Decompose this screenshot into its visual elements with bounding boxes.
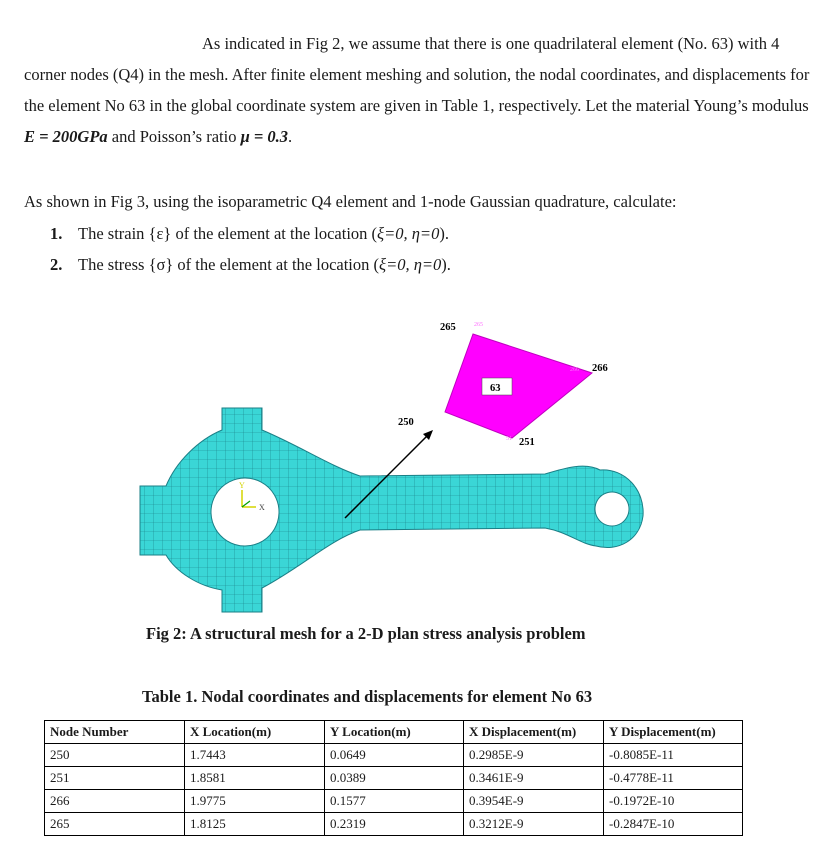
node-label-251: 251 xyxy=(519,437,535,448)
axis-y-label: Y xyxy=(239,481,245,490)
table-caption: Table 1. Nodal coordinates and displacements for element No 63 xyxy=(142,687,593,706)
node-small-265: 265 xyxy=(474,322,483,328)
header-y-location: Y Location(m) xyxy=(325,721,464,744)
table-row: 265 1.8125 0.2319 0.3212E-9 -0.2847E-10 xyxy=(45,813,743,836)
table-header-row xyxy=(45,721,743,744)
nodal-data-table xyxy=(44,720,743,836)
element-label: 63 xyxy=(490,383,501,394)
intro-text-1: As indicated in Fig 2, we assume that there is one quadrilateral element (No. 63) with 4 corner nodes (Q4) in the mesh. After finite element meshing and solution, the nodal coordinates, and displacements for the element No 63 in the global coordinate system are given in Table 1, respectively. Let the material Young’s modulus xyxy=(24,34,810,115)
axis-x-label: X xyxy=(259,503,265,512)
header-x-location: X Location(m) xyxy=(185,721,325,744)
task-lead: As shown in Fig 3, using the isoparametric Q4 element and 1-node Gaussian quadrature, calculate: xyxy=(24,192,677,211)
header-node-number: Node Number xyxy=(45,721,185,744)
header-x-displacement: X Displacement(m) xyxy=(464,721,604,744)
figure-caption: Fig 2: A structural mesh for a 2-D plan stress analysis problem xyxy=(146,624,586,643)
task-item-stress: 2. The stress {σ} of the element at the location (ξ=0, η=0). xyxy=(50,255,451,274)
header-y-displacement: Y Displacement(m) xyxy=(604,721,743,744)
intro-paragraph xyxy=(24,28,814,152)
table-row: 266 1.9775 0.1577 0.3954E-9 -0.1972E-10 xyxy=(45,790,743,813)
poisson-ratio: μ = 0.3 xyxy=(240,127,289,146)
mesh-figure xyxy=(130,310,650,620)
task-list xyxy=(50,218,451,280)
node-small-266: 266 xyxy=(570,367,579,373)
node-small-251: 51 xyxy=(506,436,512,442)
task-item-strain: 1. The strain {ε} of the element at the location (ξ=0, η=0). xyxy=(50,224,449,243)
table-row: 251 1.8581 0.0389 0.3461E-9 -0.4778E-11 xyxy=(45,767,743,790)
youngs-modulus: E = 200GPa xyxy=(24,127,108,146)
table-row: 250 1.7443 0.0649 0.2985E-9 -0.8085E-11 xyxy=(45,744,743,767)
intro-text-2: and Poisson’s ratio xyxy=(107,127,241,146)
element-63 xyxy=(445,334,592,438)
intro-text-3: . xyxy=(288,127,293,146)
node-label-266: 266 xyxy=(592,363,608,374)
connecting-rod-mesh xyxy=(140,408,643,612)
node-label-265: 265 xyxy=(440,322,456,333)
node-label-250: 250 xyxy=(398,417,414,428)
axis-triad xyxy=(239,481,265,512)
